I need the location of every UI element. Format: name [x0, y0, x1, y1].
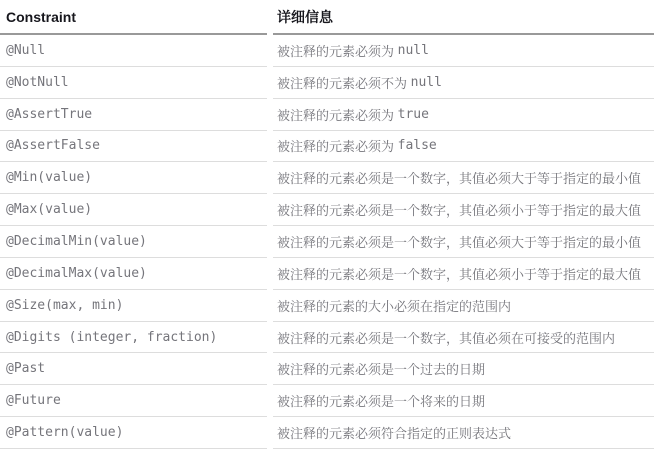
constraint-cell: @AssertFalse — [0, 131, 267, 163]
detail-cell — [273, 385, 654, 417]
column-header-detail: 详细信息 — [273, 0, 654, 35]
constraint-cell: @Pattern(value) — [0, 417, 267, 449]
constraint-cell: @DecimalMax(value) — [0, 258, 267, 290]
detail-text: 被注释的元素必须是一个数字，其值必须小于等于指定的最大值 — [277, 266, 642, 282]
detail-text: 被注释的元素必须不为 — [277, 75, 411, 91]
detail-cell — [273, 226, 654, 258]
detail-text: 被注释的元素必须为 — [277, 139, 398, 155]
detail-cell — [273, 99, 654, 131]
detail-cell — [273, 35, 654, 67]
constraint-cell: @Future — [0, 385, 267, 417]
detail-text: 被注释的元素必须为 — [277, 43, 398, 59]
detail-cell — [273, 258, 654, 290]
constraint-cell: @NotNull — [0, 67, 267, 99]
constraint-cell: @Max(value) — [0, 194, 267, 226]
detail-cell — [273, 417, 654, 449]
detail-text: 被注释的元素必须是一个数字，其值必须大于等于指定的最小值 — [277, 171, 642, 187]
constraint-cell: @Digits (integer, fraction) — [0, 322, 267, 354]
constraint-cell: @Size(max, min) — [0, 290, 267, 322]
detail-text: 被注释的元素必须是一个将来的日期 — [277, 394, 486, 410]
detail-text: 被注释的元素必须为 — [277, 107, 398, 123]
constraint-cell: @Null — [0, 35, 267, 67]
column-header-constraint: Constraint — [0, 0, 267, 35]
detail-text: 被注释的元素必须是一个过去的日期 — [277, 362, 486, 378]
constraint-cell: @Past — [0, 353, 267, 385]
detail-text: 被注释的元素必须符合指定的正则表达式 — [277, 426, 512, 442]
detail-cell — [273, 131, 654, 163]
detail-cell — [273, 290, 654, 322]
detail-text: 被注释的元素必须是一个数字，其值必须小于等于指定的最大值 — [277, 203, 642, 219]
detail-cell — [273, 322, 654, 354]
detail-code: true — [397, 106, 429, 122]
constraint-cell: @Min(value) — [0, 162, 267, 194]
constraint-cell: @DecimalMin(value) — [0, 226, 267, 258]
detail-text: 被注释的元素的大小必须在指定的范围内 — [277, 298, 512, 314]
detail-cell — [273, 67, 654, 99]
constraint-cell: @AssertTrue — [0, 99, 267, 131]
detail-code: false — [397, 138, 437, 154]
detail-cell — [273, 353, 654, 385]
detail-cell — [273, 194, 654, 226]
detail-text: 被注释的元素必须是一个数字，其值必须在可接受的范围内 — [277, 330, 616, 346]
detail-code: null — [397, 42, 429, 58]
detail-code: null — [410, 74, 442, 90]
detail-text: 被注释的元素必须是一个数字，其值必须大于等于指定的最小值 — [277, 234, 642, 250]
detail-cell — [273, 162, 654, 194]
